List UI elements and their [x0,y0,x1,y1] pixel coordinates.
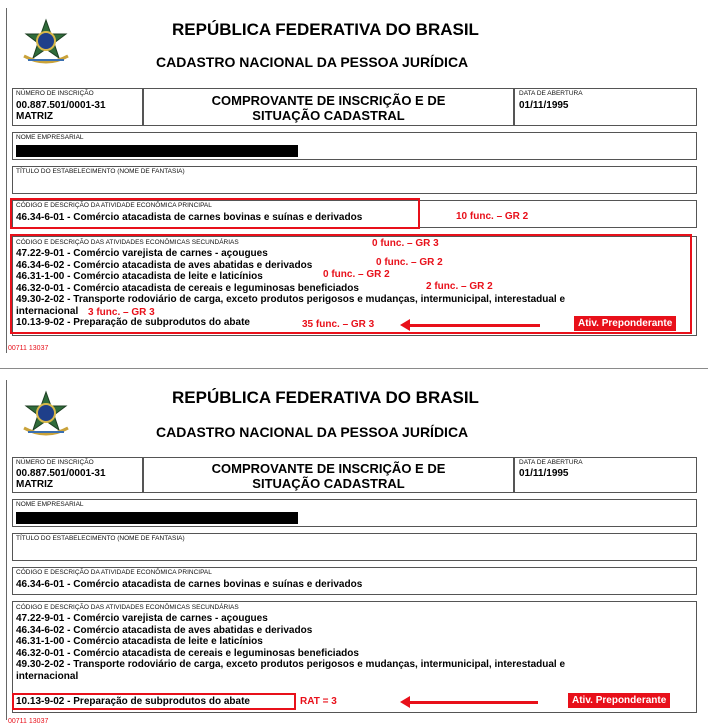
sec-item: 47.22-9-01 - Comércio varejista de carnes - açougues [16,613,268,624]
footer-cut-text: 00711 13037 [8,718,49,725]
left-border [6,8,7,353]
comprovante-title [143,93,514,123]
principal-label: CÓDIGO E DESCRIÇÃO DA ATIVIDADE ECONÔMICA PRINCIPAL [16,569,212,576]
cnpj-title: CADASTRO NACIONAL DA PESSOA JURÍDICA [156,424,469,440]
comprovante-line2: SITUAÇÃO CADASTRAL [252,476,405,491]
principal-value: 46.34-6-01 - Comércio atacadista de carnes bovinas e suínas e derivados [16,212,363,223]
nome-label: NOME EMPRESARIAL [16,501,84,508]
sec-item: 10.13-9-02 - Preparação de subprodutos do abate [16,317,250,328]
numero-value: 00.887.501/0001-31 [16,100,106,111]
numero-label: NÚMERO DE INSCRIÇÃO [16,90,94,97]
republica-title: REPÚBLICA FEDERATIVA DO BRASIL [172,388,479,407]
titulo-label: TÍTULO DO ESTABELECIMENTO (NOME DE FANTASIA) [16,535,185,542]
arrow-left-icon [408,701,538,704]
brasao-crest-icon [18,390,74,440]
rat-annotation: RAT = 3 [300,696,337,707]
sec-item: 46.32-0-01 - Comércio atacadista de cereais e leguminosas beneficiados [16,647,359,659]
principal-annotation: 10 func. – GR 2 [456,211,529,222]
republica-title: REPÚBLICA FEDERATIVA DO BRASIL [172,20,479,39]
secundarias-label: CÓDIGO E DESCRIÇÃO DAS ATIVIDADES ECONÔMICAS SECUNDÁRIAS [16,239,239,246]
nome-label: NOME EMPRESARIAL [16,134,84,141]
sec-item: 49.30-2-02 - Transporte rodoviário de carga, exceto produtos perigosos e mudanças, intermunicipal, interestadual e [16,294,566,305]
sec-annotation-5: 3 func. – GR 3 [88,307,155,318]
footer-cut-text: 00711 13037 [8,345,49,352]
comprovante-line1: COMPROVANTE DE INSCRIÇÃO E DE [211,461,446,476]
sec-annotation-2: 0 func. – GR 2 [376,257,443,268]
redacted-name [16,145,298,157]
redacted-name [16,512,298,524]
secundarias-list [16,613,565,682]
preponderante-badge: Ativ. Preponderante [574,316,676,331]
sec-item: 46.32-0-01 - Comércio atacadista de cereais e leguminosas beneficiados [16,282,359,294]
sec-item: 49.30-2-02 - Transporte rodoviário de carga, exceto produtos perigosos e mudanças, intermunicipal, interestadual e [16,659,566,670]
data-abertura-label: DATA DE ABERTURA [519,90,583,97]
secundarias-label: CÓDIGO E DESCRIÇÃO DAS ATIVIDADES ECONÔMICAS SECUNDÁRIAS [16,604,239,611]
preparacao-value: 10.13-9-02 - Preparação de subprodutos do abate [16,696,250,707]
cnpj-card-annotated [0,0,708,358]
sec-annotation-6: 35 func. – GR 3 [302,319,375,330]
sec-item: 46.34-6-02 - Comércio atacadista de aves abatidas e derivados [16,624,313,636]
sec-annotation-1: 0 func. – GR 3 [372,238,439,249]
top-divider [0,368,708,369]
matriz-value: MATRIZ [16,479,54,490]
brasao-crest-icon [18,18,74,68]
data-abertura-label: DATA DE ABERTURA [519,459,583,466]
left-border [6,380,7,720]
data-abertura-value: 01/11/1995 [519,468,569,479]
comprovante-title [143,461,514,491]
cnpj-title: CADASTRO NACIONAL DA PESSOA JURÍDICA [156,54,469,70]
data-abertura-value: 01/11/1995 [519,100,569,111]
sec-item: internacional [16,670,79,682]
sec-item: 47.22-9-01 - Comércio varejista de carnes - açougues [16,248,268,259]
comprovante-line1: COMPROVANTE DE INSCRIÇÃO E DE [211,93,446,108]
arrow-left-icon [408,324,540,327]
principal-label: CÓDIGO E DESCRIÇÃO DA ATIVIDADE ECONÔMICA PRINCIPAL [16,202,212,209]
sec-annotation-4: 2 func. – GR 2 [426,281,493,292]
numero-value: 00.887.501/0001-31 [16,468,106,479]
matriz-value: MATRIZ [16,111,54,122]
preponderante-badge: Ativ. Preponderante [568,693,670,708]
principal-value: 46.34-6-01 - Comércio atacadista de carnes bovinas e suínas e derivados [16,579,363,590]
sec-item: 46.34-6-02 - Comércio atacadista de aves abatidas e derivados [16,259,313,271]
sec-item: internacional [16,305,79,317]
cnpj-card-rat [0,368,708,727]
sec-item: 46.31-1-00 - Comércio atacadista de leite e laticínios [16,636,263,647]
comprovante-line2: SITUAÇÃO CADASTRAL [252,108,405,123]
sec-item: 46.31-1-00 - Comércio atacadista de leite e laticínios [16,271,263,282]
numero-label: NÚMERO DE INSCRIÇÃO [16,459,94,466]
sec-annotation-3: 0 func. – GR 2 [323,269,390,280]
titulo-label: TÍTULO DO ESTABELECIMENTO (NOME DE FANTASIA) [16,168,185,175]
